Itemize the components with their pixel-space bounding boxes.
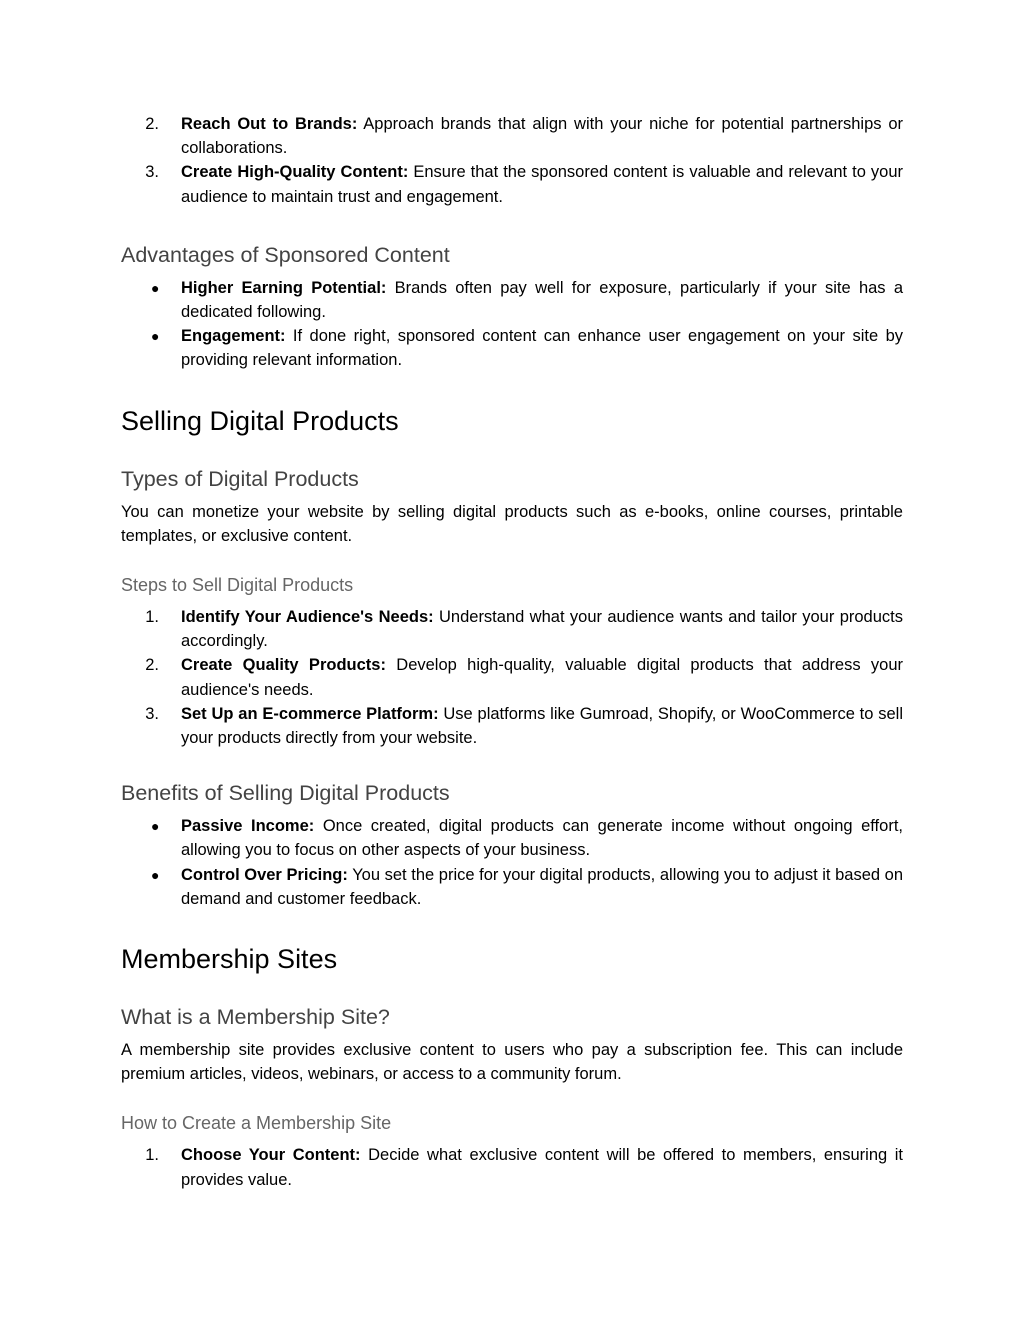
- list-item: [121, 863, 903, 911]
- section-heading-membership: Membership Sites: [121, 944, 338, 975]
- item-text: Decide what exclusive content will be offered to members, ensuring it provides value.: [181, 1146, 903, 1189]
- list-item: [121, 112, 903, 160]
- list-item: [121, 702, 903, 750]
- item-title: Create Quality Products:: [181, 656, 386, 675]
- list-number: 1.: [145, 608, 159, 627]
- types-heading: Types of Digital Products: [121, 466, 359, 491]
- list-number: 3.: [145, 704, 159, 723]
- advantages-heading: Advantages of Sponsored Content: [121, 242, 450, 267]
- advantages-list: [121, 276, 903, 373]
- item-title: Set Up an E-commerce Platform:: [181, 704, 439, 723]
- digital-steps-list: [121, 605, 903, 750]
- item-text: Brands often pay well for exposure, particularly if your site has a dedicated following.: [181, 278, 903, 322]
- what-heading: What is a Membership Site?: [121, 1005, 390, 1030]
- list-number: 2.: [145, 656, 159, 675]
- list-number: 1.: [145, 1146, 159, 1165]
- list-item: [121, 324, 903, 372]
- item-text: Develop high-quality, valuable digital products that address your audience's needs.: [181, 656, 904, 699]
- item-text: You set the price for your digital products, allowing you to adjust it based on demand and customer feedback.: [181, 865, 903, 908]
- item-text: Understand what your audience wants and tailor your products accordingly.: [181, 608, 903, 651]
- list-item: [121, 160, 903, 208]
- list-number: 2.: [145, 115, 159, 133]
- list-number: 3.: [145, 163, 159, 182]
- benefits-heading: Benefits of Selling Digital Products: [121, 781, 450, 806]
- item-text: Use platforms like Gumroad, Shopify, or WooCommerce to sell your products directly from your website.: [181, 704, 903, 748]
- list-item: [121, 276, 903, 324]
- sponsored-steps-list: [121, 112, 903, 209]
- item-text: If done right, sponsored content can enhance user engagement on your site by providing relevant information.: [181, 327, 903, 370]
- section-heading-digital: Selling Digital Products: [121, 405, 399, 436]
- item-text: Approach brands that align with your niche for potential partnerships or collaborations.: [181, 115, 903, 158]
- item-title: Reach Out to Brands:: [181, 115, 358, 133]
- item-title: Higher Earning Potential:: [181, 278, 387, 297]
- list-item: [121, 605, 903, 653]
- benefits-list: [121, 814, 903, 911]
- bullet: ●: [151, 866, 160, 883]
- membership-steps-list: [121, 1143, 903, 1191]
- item-text: Once created, digital products can generate income without ongoing effort, allowing you to focus on other aspects of your business.: [181, 817, 903, 860]
- item-title: Create High-Quality Content:: [181, 163, 409, 182]
- item-title: Engagement:: [181, 327, 286, 346]
- item-title: Choose Your Content:: [181, 1146, 361, 1165]
- types-paragraph: You can monetize your website by selling digital products such as e-books, online courses, printable templates, or exclusive content.: [121, 502, 903, 545]
- how-heading: How to Create a Membership Site: [121, 1113, 392, 1134]
- item-title: Passive Income:: [181, 817, 315, 836]
- steps-heading: Steps to Sell Digital Products: [121, 575, 354, 596]
- what-paragraph: A membership site provides exclusive content to users who pay a subscription fee. This can include premium articles, videos, webinars, or access to a community forum.: [121, 1041, 903, 1084]
- list-item: [121, 653, 903, 701]
- document-page: [121, 112, 903, 1192]
- item-title: Identify Your Audience's Needs:: [181, 608, 434, 627]
- list-item: [121, 1143, 903, 1191]
- item-title: Control Over Pricing:: [181, 865, 348, 884]
- bullet: ●: [151, 328, 160, 345]
- list-item: [121, 814, 903, 862]
- item-text: Ensure that the sponsored content is valuable and relevant to your audience to maintain trust and engagement.: [181, 163, 903, 206]
- bullet: ●: [151, 279, 160, 296]
- bullet: ●: [151, 818, 160, 835]
